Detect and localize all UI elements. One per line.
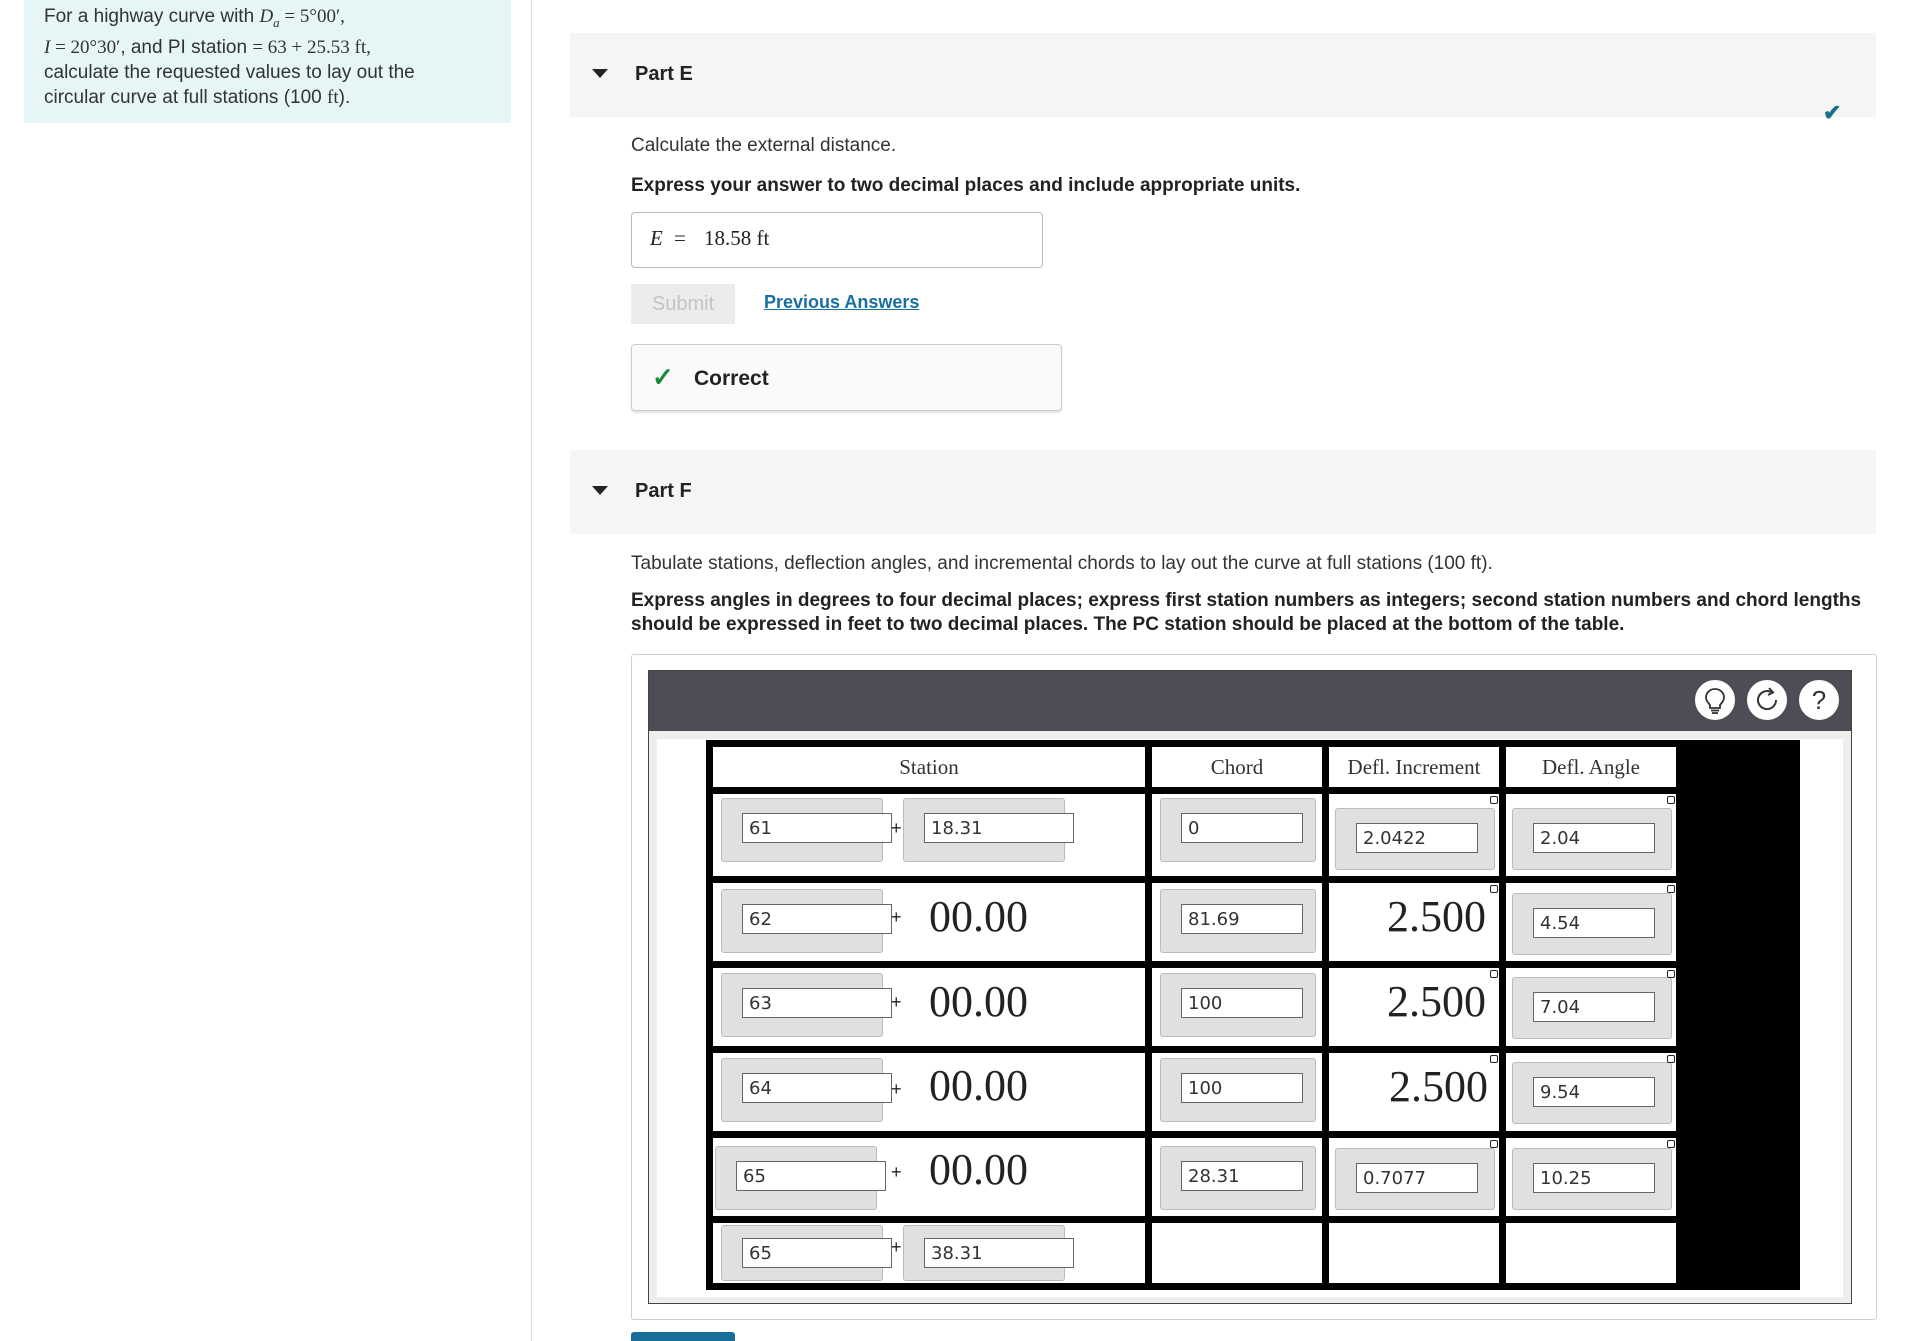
chord-input[interactable] — [1181, 1073, 1303, 1103]
pi-text: , and PI station — [120, 36, 248, 58]
chord-cell — [1152, 968, 1322, 1046]
incr-cell — [1329, 794, 1499, 876]
checkmark-icon: ✓ — [652, 362, 674, 392]
station-plus-input[interactable] — [924, 1238, 1074, 1268]
station-box — [715, 1146, 877, 1210]
angle-box — [1512, 893, 1672, 955]
lightbulb-icon[interactable] — [1693, 678, 1737, 722]
answer-value: 18.58 ft — [704, 226, 770, 250]
station-box — [721, 798, 883, 862]
table-row — [713, 1223, 1145, 1283]
chord-cell — [1152, 1053, 1322, 1131]
station-input[interactable] — [742, 1073, 892, 1103]
angle-cell — [1506, 1053, 1676, 1131]
station-plus-box — [903, 798, 1065, 862]
column-divider — [531, 0, 532, 1341]
problem-statement — [24, 0, 511, 123]
resize-handle-icon[interactable] — [1667, 970, 1675, 978]
incr-value: 2.500 — [1389, 1062, 1488, 1111]
problem-line-1 — [44, 4, 491, 35]
part-e-instruction: Express your answer to two decimal places and include appropriate units. — [631, 175, 1301, 196]
station-box — [721, 1058, 883, 1122]
station-plus-value: 00.00 — [929, 1145, 1028, 1194]
angle-input[interactable] — [1533, 992, 1655, 1022]
header-station: Station — [713, 747, 1145, 787]
incr-value: 2.500 — [1387, 892, 1486, 941]
plus-sign: + — [891, 1162, 902, 1182]
chord-box — [1160, 798, 1316, 862]
reset-icon[interactable] — [1745, 678, 1789, 722]
table-row — [713, 794, 1145, 876]
resize-handle-icon[interactable] — [1490, 796, 1498, 804]
collapse-caret-icon[interactable] — [592, 69, 608, 78]
i-label: I — [44, 36, 51, 58]
plus-sign: + — [891, 1079, 902, 1099]
angle-cell — [1506, 968, 1676, 1046]
part-f-title: Part F — [635, 480, 692, 502]
incr-cell — [1329, 1223, 1499, 1283]
chord-box — [1160, 1058, 1316, 1122]
incr-input[interactable] — [1356, 1163, 1478, 1193]
collapse-caret-icon[interactable] — [592, 486, 608, 495]
chord-input[interactable] — [1181, 988, 1303, 1018]
station-input[interactable] — [742, 1238, 892, 1268]
chord-cell — [1152, 794, 1322, 876]
resize-handle-icon[interactable] — [1667, 1140, 1675, 1148]
table-row — [713, 883, 1145, 961]
previous-answers-link[interactable]: Previous Answers — [764, 292, 920, 312]
angle-cell — [1506, 1138, 1676, 1216]
problem-intro: For a highway curve with — [44, 6, 255, 27]
feedback-label: Correct — [694, 367, 769, 390]
feedback-correct — [631, 344, 1062, 411]
chord-input[interactable] — [1181, 904, 1303, 934]
chord-input[interactable] — [1181, 1161, 1303, 1191]
lightbulb-glyph — [1700, 684, 1730, 716]
chord-cell — [1152, 883, 1322, 961]
resize-handle-icon[interactable] — [1667, 796, 1675, 804]
angle-input[interactable] — [1533, 1077, 1655, 1107]
angle-box — [1512, 808, 1672, 870]
reset-glyph — [1752, 685, 1782, 715]
problem-line-3: calculate the requested values to lay out the — [44, 61, 415, 83]
plus-sign: + — [891, 907, 902, 927]
incr-input[interactable] — [1356, 823, 1478, 853]
da-value: = 5°00′, — [284, 6, 345, 27]
station-box — [721, 1225, 883, 1281]
angle-cell — [1506, 1223, 1676, 1283]
station-plus-input[interactable] — [924, 813, 1074, 843]
incr-box — [1335, 808, 1495, 870]
part-e-header[interactable] — [570, 33, 1876, 117]
part-f-header[interactable] — [570, 450, 1876, 534]
answer-equals: = — [674, 226, 686, 250]
answer-field[interactable] — [631, 212, 1043, 268]
station-plus-value: 00.00 — [929, 977, 1028, 1026]
pi-value: = 63 + 25.53 ft, — [252, 36, 371, 58]
station-box — [721, 889, 883, 953]
part-e-prompt: Calculate the external distance. — [631, 135, 897, 156]
table-row — [713, 968, 1145, 1046]
help-icon[interactable]: ? — [1797, 678, 1841, 722]
part-f-prompt: Tabulate stations, deflection angles, and incremental chords to lay out the curve at full stations (100 ft). — [631, 553, 1493, 574]
chord-input[interactable] — [1181, 813, 1303, 843]
angle-box — [1512, 977, 1672, 1039]
problem-line-4-end: ). — [338, 86, 351, 108]
part-e-title: Part E — [635, 63, 693, 85]
chord-box — [1160, 1146, 1316, 1210]
resize-handle-icon[interactable] — [1490, 970, 1498, 978]
station-plus-value: 00.00 — [929, 1061, 1028, 1110]
station-plus-box — [903, 1225, 1065, 1281]
header-defl-angle: Defl. Angle — [1506, 747, 1676, 787]
chord-cell — [1152, 1138, 1322, 1216]
table-row — [713, 1138, 1145, 1216]
submit-button[interactable]: Submit — [631, 284, 735, 324]
stakeout-table — [706, 740, 1800, 1290]
angle-input[interactable] — [1533, 1163, 1655, 1193]
incr-box — [1335, 1148, 1495, 1210]
chord-box — [1160, 973, 1316, 1037]
incr-cell — [1329, 968, 1499, 1046]
part-f-instruction: Express angles in degrees to four decimal places; express first station numbers as integers; second station numbers and chord lengths should be expressed in feet to two decimal places. The PC station should be placed at the bottom of the table. — [631, 590, 1862, 635]
tool-toolbar — [649, 671, 1851, 731]
i-expression — [44, 37, 120, 58]
incr-cell — [1329, 883, 1499, 961]
problem-line-4 — [44, 85, 491, 110]
station-input[interactable] — [742, 904, 892, 934]
resize-handle-icon[interactable] — [1667, 885, 1675, 893]
resize-handle-icon[interactable] — [1490, 885, 1498, 893]
incr-cell — [1329, 1138, 1499, 1216]
plus-sign: + — [891, 992, 902, 1012]
station-input[interactable] — [742, 813, 892, 843]
angle-box — [1512, 1062, 1672, 1124]
answer-variable: E — [650, 226, 663, 250]
station-plus-value: 00.00 — [929, 892, 1028, 941]
station-box — [721, 973, 883, 1037]
problem-line-2 — [44, 35, 491, 60]
station-input[interactable] — [736, 1161, 886, 1191]
station-input[interactable] — [742, 988, 892, 1018]
da-expression — [259, 6, 345, 30]
resize-handle-icon[interactable] — [1667, 1055, 1675, 1063]
incr-cell — [1329, 1053, 1499, 1131]
da-sub: a — [273, 14, 280, 30]
incr-value: 2.500 — [1387, 977, 1486, 1026]
plus-sign: + — [891, 818, 902, 838]
angle-input[interactable] — [1533, 823, 1655, 853]
i-value: = 20°30′ — [55, 36, 121, 58]
header-defl-increment: Defl. Increment — [1329, 747, 1499, 787]
resize-handle-icon[interactable] — [1490, 1055, 1498, 1063]
part-complete-check-icon: ✔ — [1823, 100, 1842, 125]
chord-box — [1160, 889, 1316, 953]
problem-line-4-unit: ft — [327, 86, 339, 108]
chord-cell — [1152, 1223, 1322, 1283]
problem-line-4-text: circular curve at full stations (100 — [44, 86, 322, 108]
header-chord: Chord — [1152, 747, 1322, 787]
angle-cell — [1506, 883, 1676, 961]
plus-sign: + — [891, 1237, 902, 1257]
angle-cell — [1506, 794, 1676, 876]
table-row — [713, 1053, 1145, 1131]
resize-handle-icon[interactable] — [1490, 1140, 1498, 1148]
da-label: D — [259, 6, 274, 27]
submit-button-edge[interactable] — [631, 1332, 735, 1341]
angle-input[interactable] — [1533, 908, 1655, 938]
angle-box — [1512, 1148, 1672, 1210]
